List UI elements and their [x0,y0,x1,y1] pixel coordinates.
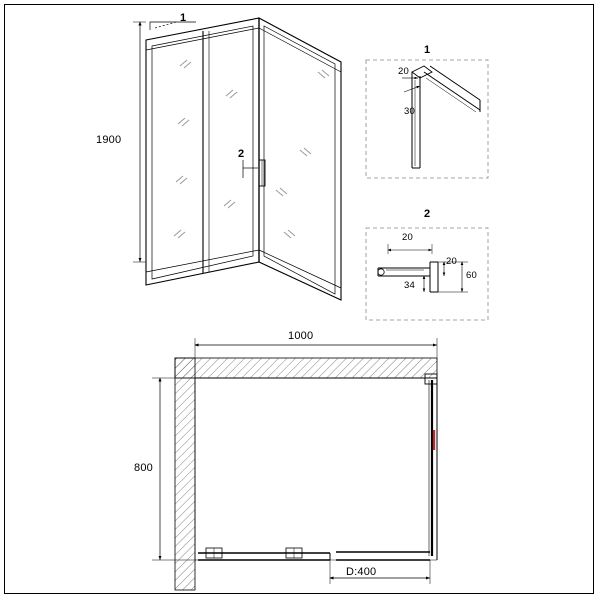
plan-depth-label: 800 [134,462,153,474]
detail-1-dimensions [402,78,420,92]
detail-1-title: 1 [424,44,431,56]
detail-1-geometry [412,66,480,168]
door-opening-label: D:400 [346,566,377,578]
callout-2-leader [243,160,258,178]
callout-1-leader [150,22,196,30]
detail-2-dim-20-right: 20 [446,256,457,267]
plan-wall-hatch [175,358,437,590]
glass-reflections [174,60,329,238]
detail-1-dim-20: 20 [398,66,409,77]
detail-2-dim-34: 34 [404,280,415,291]
dimension-height-1900 [133,22,146,262]
detail-2-title: 2 [424,208,431,220]
detail-box-1 [366,60,488,178]
detail-2-dim-20-top: 20 [402,232,413,243]
detail-1-dim-30: 30 [404,106,415,117]
callout-2-label: 2 [238,148,245,160]
callout-1-label: 1 [180,12,187,24]
plan-width-label: 1000 [288,330,314,342]
detail-2-dim-60: 60 [466,270,477,281]
dimension-height-label: 1900 [96,134,122,146]
plan-geometry [195,374,437,560]
